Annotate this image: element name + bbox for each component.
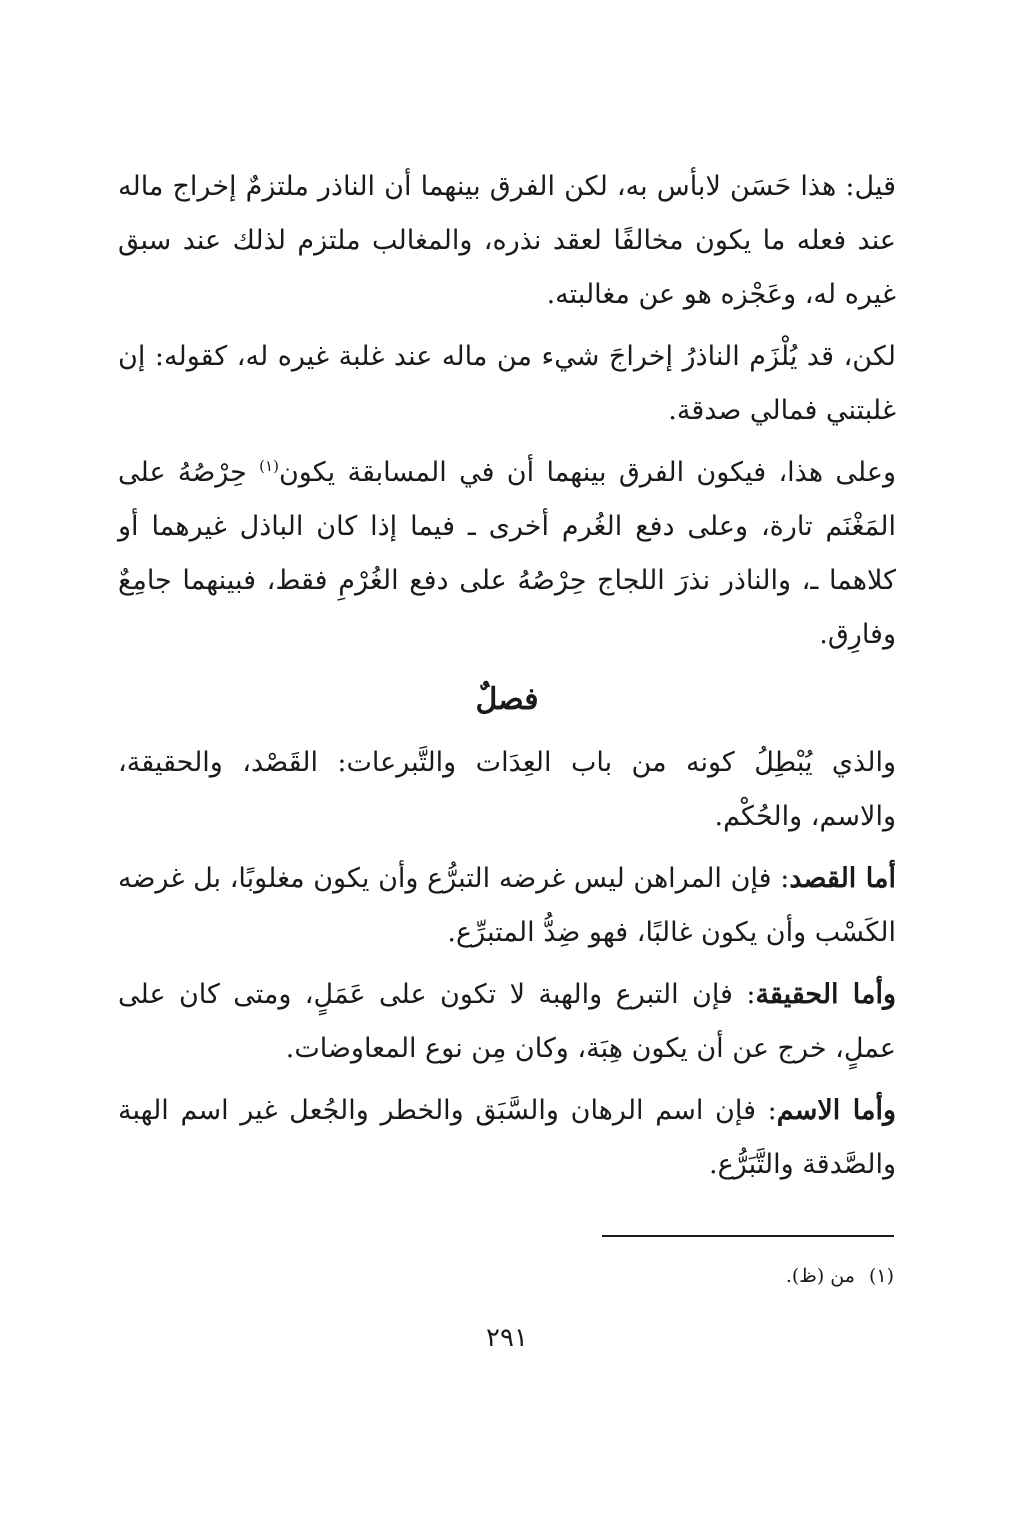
footnote-reference: (١) bbox=[259, 457, 279, 475]
footnote-divider bbox=[602, 1235, 894, 1237]
paragraph-6-lead: وأما الحقيقة bbox=[755, 979, 896, 1010]
paragraph-3-start: وعلى هذا، فيكون الفرق بينهما أن في المسابقة يكون bbox=[278, 457, 896, 488]
footnote bbox=[786, 1262, 894, 1290]
paragraph-5 bbox=[118, 852, 896, 960]
footnote-text: من (ظ). bbox=[785, 1265, 855, 1287]
paragraph-1: قيل: هذا حَسَن لابأس به، لكن الفرق بينهما أن الناذر ملتزمٌ إخراج ماله عند فعله ما يكون مخالفًا لعقد نذره، والمغالب ملتزم لذلك عند سبق غيره له، وعَجْزه هو عن مغالبته. bbox=[118, 171, 896, 310]
paragraph-5-rest: : فإن المراهن ليس غرضه التبرُّع وأن يكون مغلوبًا، بل غرضه الكَسْب وأن يكون غالبًا، فهو ضِدُّ المتبرِّع. bbox=[118, 863, 896, 948]
footnote-number: (١) bbox=[868, 1265, 894, 1287]
paragraph-5-lead: أما القصد bbox=[789, 863, 896, 894]
paragraph-3 bbox=[118, 446, 896, 662]
section-title: فصلٌ bbox=[475, 682, 539, 717]
page-body bbox=[118, 160, 896, 1200]
paragraph-3-end: حِرْصُهُ على المَغْنَم تارة، وعلى دفع الغُرم أخرى ـ فيما إذا كان الباذل غيرهما أو كلاهما ـ، والناذر نذرَ اللجاج حِرْصُهُ على دفع الغُرْمِ فقط، فبينهما جامِعٌ وفارِق. bbox=[118, 457, 896, 650]
paragraph-4: والذي يُبْطِلُ كونه من باب العِدَات والتَّبرعات: القَصْد، والحقيقة، والاسم، والحُكْم. bbox=[118, 747, 896, 832]
paragraph-2: لكن، قد يُلْزَم الناذرُ إخراجَ شيء من ماله عند غلبة غيره له، كقوله: إن غلبتني فمالي صدقة. bbox=[118, 341, 896, 426]
paragraph-7-lead: وأما الاسم bbox=[776, 1095, 897, 1126]
paragraph-6 bbox=[118, 968, 896, 1076]
paragraph-7 bbox=[118, 1084, 896, 1192]
paragraph-7-rest: : فإن اسم الرهان والسَّبَق والخطر والجُعل غير اسم الهبة والصَّدقة والتَّبَرُّع. bbox=[118, 1095, 896, 1180]
page-number: ٢٩١ bbox=[486, 1323, 528, 1353]
paragraph-6-rest: : فإن التبرع والهبة لا تكون على عَمَلٍ، ومتى كان على عملٍ، خرج عن أن يكون هِبَة، وكان مِن نوع المعاوضات. bbox=[118, 979, 896, 1064]
